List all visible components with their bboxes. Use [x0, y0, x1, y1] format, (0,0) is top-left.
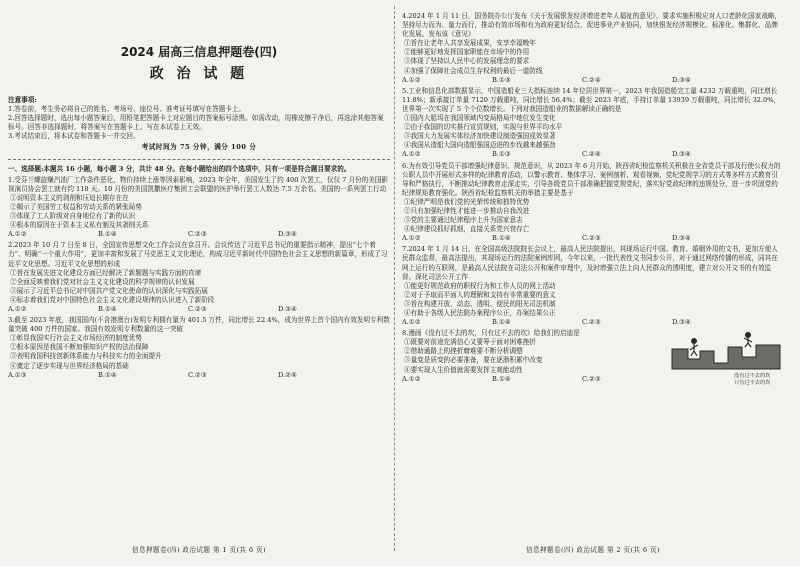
option: ②揭示了美国劳工权益和劳动关系的紧张局势	[10, 202, 142, 211]
note-item: 2.回答选择题时，选出每小题答案后，用铅笔把答题卡上对应题目的答案标号涂黑。如需改动，用橡皮擦干净后，再选涂其他答案标号。回答非选择题时，将答案写在答题卡上。写在本试卷上无效。	[8, 114, 384, 132]
answer-choices	[8, 305, 390, 314]
choice-b: B.①④	[98, 370, 117, 379]
page-2-column	[402, 10, 784, 530]
question-1	[8, 176, 390, 240]
choice-d: D.③④	[672, 150, 691, 159]
option: ③量变是质变的必要准备，要在逐渐积累中改变	[404, 356, 543, 365]
question-stem: 4.2024 年 1 月 11 日，国务院办公厅发布《关于发展银发经济增进老年人福祉的意见》，要求实施积极应对人口老龄化国家战略，坚持尽力而为、量力而行，推动有效市场和有为政府更好结合，促进事业产业协同，加快银发经济规模化、标准化、集群化、品牌化发展。发布该《意见》	[402, 12, 782, 39]
option: ③表明我国科技创新体系能力与科技实力的全面提升	[10, 352, 162, 361]
question-stem: 6.为有效引导党员干部增强纪律意识、规范意识，从 2023 年 6 月开始，陕西省纪检监察机关积极在全省党员干部及行使公权力的公职人员中开展形式多样的纪律教育活动，以警示教育、集体学习、案例剖析、观看视频、党纪党规学习的方式等多样方式教育引导和严格执行，不断推动纪律教育走深走实，引导各级党员干部准确把握党规党纪，落实好党政纪律的违规处分，进一步巩固党的纪律规矩教育强化。陕西省纪检监察机关的举措主要是基于	[402, 161, 781, 197]
exam-info: 考试时间为 75 分钟，满分 100 分	[141, 143, 257, 152]
choice-c: C.②③	[582, 374, 601, 383]
option: ①纪律严明是我们党的光荣传统和独特优势	[404, 197, 530, 206]
cartoon-caption	[734, 373, 782, 387]
option: ①国内大船坞在我国领域内变局格局中地位发生变化	[404, 114, 556, 123]
column-divider	[394, 6, 396, 551]
option: ④我国从造船大国向造船强国迈进的步伐越来越强劲	[404, 141, 556, 150]
question-stem: 2.2023 年 10 月 7 日至 8 日，全国宣传思想文化工作会议在京召开。会议传达了习近平总书记的重要指示精神，提出“七个着力”、明确“一个重大作用”，更加丰富和发展了马克思主义文化理论，构成习近平新时代中国特色社会主义思想的新篇章，形成了习近平文化思想。习近平文化思想的形成	[8, 241, 388, 268]
notes-heading: 注意事项:	[8, 96, 37, 104]
option: ③体现了工人阶级对自身地位有了新的认识	[10, 212, 136, 221]
option: ④根本的原因在于资本主义私有制及其剥削关系	[10, 221, 149, 230]
cartoon-caption-line: 没有过不去的坎	[734, 373, 771, 380]
choice-a: A.①②	[402, 374, 421, 383]
question-3	[8, 316, 390, 380]
option: ②能够更好地发挥国家职能在市场中的作用	[404, 48, 530, 57]
question-stem: 7.2024 年 1 月 14 日，在全国高级法院院长会议上，最高人民法院提出，其现场运行中国、教育、婚姻外用的文书，更加方便人民群众监督，最高法提出，其现场运行的法院案例库网，今年以来，一批代表性文书同步公开，对于通过网络传播的形成，同其在网上运行的互联网，是最高人民法院在司法公开和案件审理中，及时增强立法上向人民群众的透明度，建立对公开文书的有效监督。深化司法公开工作	[402, 245, 778, 281]
choice-a: A.①②	[402, 150, 421, 159]
question-stem: 8.漫画《没有过不去的坎，只有过不去的坎》给我们的启迪是	[402, 329, 580, 338]
answer-choices	[8, 371, 390, 380]
choice-c: C.②③	[582, 234, 601, 243]
question-stem: 1.受芬兰螺旋赚汽油厂工作条件恶化，物价持续上涨等因素影响，2023 年全年，美国发生了约 400 次罢工，仅仅 7 月份的美国影视演员协会罢工就有约 118 天。10 月份的美国凯撒医疗集团工会联盟的医护举行罢工人数达 7.5 万余名。美国的一系列罢工行动	[8, 175, 389, 193]
option: ②根本原因是我国不断加强知识产权的法治保障	[10, 343, 149, 352]
option: ④加强了保障社会成员生存权利的最后一道防线	[404, 66, 543, 75]
option: ②全面反映着我们党对社会主义文化建设的科学规律的认识发展	[10, 277, 195, 286]
choice-d: D.③④	[672, 318, 691, 327]
answer-choices	[402, 318, 784, 327]
question-7	[402, 245, 784, 327]
answer-choices	[402, 234, 784, 243]
choice-a: A.①③	[8, 370, 27, 379]
choice-b: B.①③	[492, 150, 511, 159]
page-footer-2: 信息押题卷(四) 政治试题 第 2 页(共 6 页)	[526, 546, 660, 554]
choice-c: C.②④	[582, 75, 601, 84]
choice-b: B.①④	[98, 230, 117, 239]
question-2	[8, 241, 390, 314]
cartoon-caption-line: 只有过不去的坎	[734, 380, 771, 387]
option: ①彰显我国实行社会主义市场经济的制度优势	[10, 334, 142, 343]
option: ②借助通路上的挫折磨难要不断分析调整	[404, 347, 523, 356]
note-item: 1.答卷前，考生务必将自己的姓名、考场号、座位号、准考证号填写在答题卡上。	[8, 105, 246, 114]
question-stem: 3.截至 2023 年底，我国国内(不含港澳台)发明专利拥有量为 401.5 万件，同比增长 22.4%，成为世界上首个国内有效发明专利数量突破 400 万件的国家。我国有效发明专利数量的这一突破	[8, 316, 390, 334]
option: ③旨在构建开放、动态、透明、便民的阳光司法机制	[404, 299, 556, 308]
option: ③党的主要通过纪律程序上升为国家意志	[404, 216, 523, 225]
option: ④有助于各级人民法院办案程序公正，办案结果公正	[404, 309, 556, 317]
option: ②只有加强纪律性才能进一步推动自我改进	[404, 206, 530, 215]
answer-choices	[402, 150, 784, 159]
choice-b: B.①④	[98, 304, 117, 313]
choice-d: D.③④	[672, 234, 691, 243]
question-8	[402, 329, 784, 387]
choice-b: B.①③	[492, 75, 511, 84]
cartoon-illustration	[670, 329, 782, 407]
choice-c: C.②③	[188, 304, 207, 313]
option: ①旨在让老年人共享发展成果，安享幸福晚年	[404, 39, 536, 48]
choice-a: A.①②	[8, 230, 27, 239]
cartoon-drawing	[670, 329, 782, 407]
option: ①说明资本主义的剥削和压迫长期存在在	[10, 193, 129, 202]
question-5	[402, 87, 784, 160]
subject-title: 政 治 试 题	[149, 66, 249, 82]
question-4	[402, 12, 784, 85]
answer-choices	[8, 230, 390, 239]
answer-choices	[402, 76, 784, 85]
choice-a: A.①②	[402, 75, 421, 84]
choice-d: D.③④	[278, 230, 297, 239]
question-stem: 5.工业和信息化部数据显示，中国造船业三大指标连续 14 年位居世界第一，2023 年我国造船完工量 4232 万载重吨，同比增长 11.8%；新承接订单量 7120 万载重吨，同比增长 56.4%；截至 2023 年底，手持订单量 13939 万载重吨，同比增长 32.0%，世界第一次实现了 5 个个位数增长。下列对我国造船业的数据解读正确的是	[402, 86, 781, 113]
option: ④奠定了逐步实现与世界经济格局的基础	[10, 361, 129, 370]
note-item: 3.考试结束后，将本试卷和答题卡一并交回。	[8, 132, 140, 141]
option: ①既要对前途充满信心又要筹于面对困难挫折	[404, 338, 536, 347]
option: ③我国大力发展实体经济加快建设制造强国成效显著	[404, 132, 556, 141]
option: ①旨在发展先进文化建设方面已经解决了新题题与实践方面的真谛	[10, 268, 202, 277]
choice-a: A.①②	[402, 234, 421, 243]
choice-a: A.①②	[402, 318, 421, 327]
choice-d: D.③④	[672, 75, 691, 84]
option: ①能更好规范政府的职权行为和工作人员的网上活动	[404, 281, 556, 290]
choice-c: C.②③	[188, 230, 207, 239]
option: ④要实现人生价值就需要发挥主观能动性	[404, 365, 523, 374]
option: ②对于予取而平面入的理解和支持有非常重要的意义	[404, 290, 556, 299]
choice-d: D.②④	[278, 370, 297, 379]
option: ④标志着我们党对中国特色社会主义文化建设规律的认识进入了新阶段	[10, 295, 215, 304]
section-heading: 一、选择题:本题共 16 小题，每小题 3 分，共计 48 分。在每小题给出的四个选项中，只有一项是符合题目要求的。	[8, 164, 351, 173]
choice-b: B.①④	[492, 318, 511, 327]
choice-b: B.①④	[492, 374, 511, 383]
paper-title: 2024 届高三信息押题卷(四)	[120, 45, 278, 59]
dashed-separator	[8, 159, 390, 160]
option: ③展示了习近平总书记对中国共产党文化使命的认识深化与实践拓展	[10, 286, 208, 295]
choice-c: C.②③	[188, 370, 207, 379]
question-6	[402, 162, 784, 244]
choice-c: C.②③	[582, 318, 601, 327]
page-footer-1: 信息押题卷(四) 政治试题 第 1 页(共 6 页)	[132, 546, 266, 554]
choice-b: B.①④	[492, 234, 511, 243]
choice-a: A.①②	[8, 304, 27, 313]
option: ②由于我国的切实推行宣贸规则，实现与世界平均水平	[404, 123, 563, 132]
page-1-column	[8, 10, 390, 530]
choice-d: D.③④	[278, 304, 297, 313]
option: ③体现了坚持以人民中心的发展理念的要求	[404, 57, 530, 66]
option: ④纪律建设抓好抓细，直接关系党兴衰存亡	[404, 225, 530, 234]
choice-c: C.②④	[582, 150, 601, 159]
